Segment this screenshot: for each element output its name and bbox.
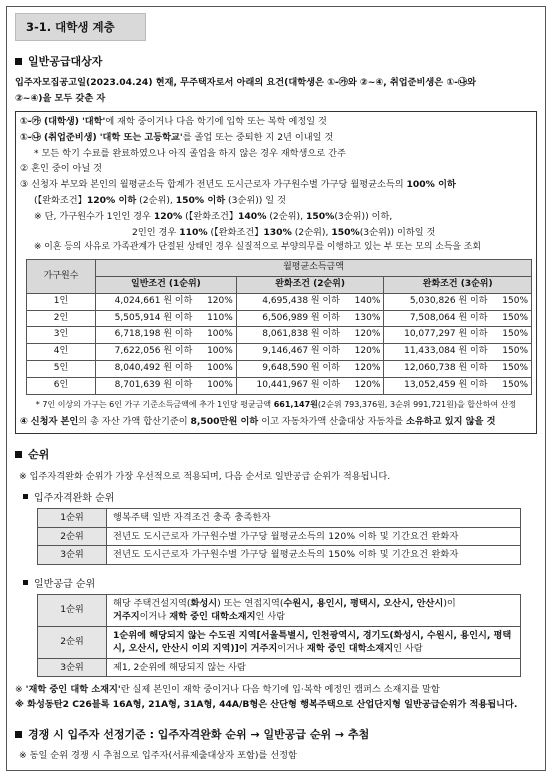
req-keyword: 130% [263,226,292,238]
section-heading: 경쟁 시 입주자 선정기준 : 입주자격완화 순위 → 일반공급 순위 → 추첨 [28,728,370,742]
req-text: (2순위), [139,194,173,206]
req-keyword: 소유하고 있지 않을 것 [406,416,496,428]
table-cell: 120% [198,293,236,310]
table-cell: 150% [493,310,531,327]
req-keyword: 150% [331,226,360,238]
rank-content: 제1, 2순위에 해당되지 않는 사람 [107,658,521,677]
table-cell: 150% [493,344,531,361]
note-keyword: 661,147원 [273,399,318,409]
section-ranking [15,446,537,462]
table-cell: 5,505,914 원 이하 [96,310,199,327]
col-relax2: 완화조건 (2순위) [236,276,384,293]
rank-label: 1순위 [38,594,107,626]
rank-text: 인 사람 [393,643,423,655]
rank-label: 3순위 [38,546,107,565]
document-page [6,6,546,771]
req-keyword: 100% 이하 [406,179,456,191]
table-cell: 120% [346,377,384,394]
req-keyword: 110% [179,226,208,238]
req-text: 이고 자동차가액 산출대상 자동차를 [261,416,404,428]
income-note [20,397,532,413]
req-keyword: '대학 또는 고등학교' [99,131,183,143]
rank-content: 전년도 도시근로자 가구원수별 가구당 월평균소득의 120% 이하 및 기간요건 완화자 [107,527,521,546]
req-label: ①-㉯ (취업준비생) [20,131,97,143]
req-text: (2순위), [269,210,304,222]
table-cell: 10,441,967 원 이하 [236,377,346,394]
square-bullet-icon [15,58,22,65]
table-cell: 120% [346,344,384,361]
table-cell: 100% [198,327,236,344]
subsection-heading: 입주자격완화 순위 [34,493,115,505]
section-heading: 일반공급대상자 [28,55,103,68]
table-cell: 2인 [27,310,96,327]
table-row [27,344,532,361]
table-row [38,509,521,528]
req-unmarried: ② 혼인 중이 아닐 것 [20,163,103,175]
rank-text: 이거나 [277,643,304,655]
rank-keyword: 재학 중인 대학소재지 [306,643,394,655]
small-square-bullet-icon [23,580,28,585]
table-row [27,310,532,327]
req-student [20,114,532,130]
req-text: (3순위)) 이하, [334,210,393,222]
req-keyword: '대학' [81,116,106,127]
foot-text: 란 실제 본인이 재학 중이거나 다음 학기에 입·복학 예정인 캠퍼스 소재지를 말함 [120,684,440,696]
req-keyword: 150% 이하 [175,194,226,206]
subsection-relax-rank [15,489,537,504]
table-row [38,546,521,565]
rank-content: 행복주택 일반 자격조건 충족 충족한자 [107,509,521,528]
table-row [38,658,521,677]
req-label: ①-㉮ (대학생) [20,116,80,127]
req-text: (【완화조건】 [34,194,87,206]
table-row [27,327,532,344]
rank-label: 1순위 [38,509,107,528]
col-household: 가구원수 [27,260,96,294]
table-cell: 150% [493,360,531,377]
table-cell: 150% [493,327,531,344]
small-square-bullet-icon [23,494,28,499]
requirements-box [15,111,537,434]
rank-keyword: 재학 중인 대학소재지 [169,611,256,623]
rank-label: 2순위 [38,626,107,658]
table-cell: 5인 [27,360,96,377]
col-income: 월평균소득금액 [96,260,532,277]
rank-keyword: 1순위에 해당되지 않는 수도권 지역[서울특별시, 인천광역시, 경기도(화성시, 수원시, 용인시, 평택시, 오산시, 안산시 이외 지역)]이 [113,629,512,655]
rank-content [107,626,521,658]
col-relax3: 완화조건 (3순위) [384,276,532,293]
rank-content: 전년도 도시근로자 가구원수별 가구당 월평균소득의 150% 이하 및 기간요건 완화자 [107,546,521,565]
table-row [27,360,532,377]
table-cell: 12,060,738 원 이하 [384,360,494,377]
table-cell: 100% [198,360,236,377]
req-single-household [20,209,532,225]
rank-text: 인 사람 [255,611,286,623]
table-cell: 13,052,459 원 이하 [384,377,494,394]
section-heading: 순위 [28,448,50,462]
table-row [27,293,532,310]
rank-keyword: 수원시, 용인시, 평택시, 오산시, 안산시 [283,597,444,609]
table-row [38,626,521,658]
table-cell: 150% [493,293,531,310]
rank-text: ) 또는 연접지역( [217,597,284,609]
req-text: 를 졸업 또는 중퇴한 지 2년 이내일 것 [182,131,334,143]
req-jobseeker-note: * 모든 학기 수료를 완료하였으나 아직 졸업을 하지 않은 경우 재학생으로 간주 [34,147,346,159]
table-cell: 8,040,492 원 이하 [96,360,199,377]
table-row [27,377,532,394]
table-cell: 4인 [27,344,96,361]
table-cell: 11,433,084 원 이하 [384,344,494,361]
table-cell: 5,030,826 원 이하 [384,293,494,310]
relax-rank-body [38,509,521,565]
square-bullet-icon [15,451,22,458]
req-keyword: 150% [305,210,335,222]
table-cell: 7,508,064 원 이하 [384,310,494,327]
rank-keyword: 거주지 [113,611,140,623]
square-bullet-icon [15,731,22,738]
intro-line-1: 입주자모집공고일(2023.04.24) 현재, 무주택자로서 아래의 요건(대학생은 ①-㉮와 ②~④, 취업준비생은 ①-㉯와 [15,77,476,88]
intro-line-2: ②~④)을 모두 갖춘 자 [15,93,106,104]
note-text: (2순위 793,376원, 3순위 991,721원)을 합산하여 산정 [317,399,517,409]
rank-content [107,594,521,626]
section-selection [15,726,537,742]
rank-label: 2순위 [38,527,107,546]
intro-paragraph [15,75,537,107]
rank-label: 3순위 [38,658,107,677]
subsection-general-rank [15,575,537,590]
req-keyword: 140% [238,210,267,222]
general-rank-table [37,594,521,678]
table-cell: 3인 [27,327,96,344]
req-label: ④ [20,416,28,428]
req-keyword: 120% [153,210,183,222]
req-asset [20,414,532,430]
req-text: 의 총 자산 가액 합산기준이 [78,416,188,428]
relax-rank-table [37,508,521,565]
table-cell: 6인 [27,377,96,394]
footnote-campus [15,682,537,697]
req-text: ※ 단, 가구원수가 1인인 경우 [34,210,151,222]
footnotes [15,682,537,712]
foot-keyword: '재학 중인 대학 소재지' [25,684,121,696]
table-cell: 9,146,467 원 이하 [236,344,346,361]
req-keyword: 8,500만원 이하 [190,416,259,428]
table-cell: 7,622,056 원 이하 [96,344,199,361]
table-cell: 120% [346,327,384,344]
footnote-industrial: ※ 화성동탄2 C26블록 16A형, 21A형, 31A형, 44A/B형은 산단형 행복주택으로 산업단지형 일반공급순위가 적용됩니다. [15,699,518,711]
req-text: ③ 신청자 부모와 본인의 월평균소득 합계가 전년도 도시근로자 가구원수별 가구당 월평균소득의 [20,179,404,191]
req-divorce-note: ※ 이혼 등의 사유로 가족관계가 단절된 상태인 경우 실질적으로 부양의무를 이행하고 있는 부 또는 모의 소득을 조회 [34,242,481,253]
rank-note: ※ 입주자격완화 순위가 가장 우선적으로 적용되며, 다음 순서로 일반공급 순위가 적용됩니다. [19,471,391,483]
req-text: (3순위)) 일 것 [228,194,286,206]
rank-keyword: 거주지 [250,643,278,655]
income-table-body [27,293,532,394]
table-cell: 10,077,297 원 이하 [384,327,494,344]
subsection-heading: 일반공급 순위 [34,578,96,590]
req-keyword: 120% 이하 [86,194,137,206]
req-income [20,177,532,193]
req-text: 2인인 경우 [132,226,177,238]
req-text: (3순위)) 이하일 것 [359,226,436,238]
table-cell: 120% [346,360,384,377]
table-cell: 6,506,989 원 이하 [236,310,346,327]
section-general-supply [15,53,537,69]
final-note: ※ 동일 순위 경쟁 시 추첨으로 입주자(서류제출대상자 포함)를 선정함 [19,750,297,762]
req-text: (【완화조건】 [185,210,239,222]
rank-keyword: 화성시 [190,597,218,609]
note-text: * 7인 이상의 가구는 6인 가구 기준소득금액에 추가 1인당 평균금액 [35,399,272,409]
col-basic: 일반조건 (1순위) [96,276,237,293]
table-cell: 9,648,590 원 이하 [236,360,346,377]
foot-mark: ※ [15,684,23,696]
income-table [26,259,532,394]
table-cell: 4,695,438 원 이하 [236,293,346,310]
req-jobseeker [20,130,532,146]
req-text: (2순위), [294,226,329,238]
table-cell: 130% [346,310,384,327]
req-text: (【완화조건】 [210,226,264,238]
table-row [38,594,521,626]
table-cell: 6,718,198 원 이하 [96,327,199,344]
table-cell: 8,701,639 원 이하 [96,377,199,394]
page-title: 3-1. 대학생 계층 [15,13,146,41]
table-cell: 150% [493,377,531,394]
table-cell: 110% [198,310,236,327]
rank-text: )이 [443,597,456,609]
rank-text: 이거나 [139,611,167,623]
table-cell: 100% [198,377,236,394]
table-cell: 4,024,661 원 이하 [96,293,199,310]
table-row [38,527,521,546]
table-cell: 8,061,838 원 이하 [236,327,346,344]
rank-text: 해당 주택건설지역( [113,597,191,609]
table-cell: 100% [198,344,236,361]
req-keyword: 신청자 본인 [30,416,79,428]
req-two-household [20,225,532,241]
req-text: 에 재학 중이거나 다음 학기에 입학 또는 복학 예정일 것 [105,116,327,127]
req-income-relax [20,193,532,209]
table-cell: 140% [346,293,384,310]
table-cell: 1인 [27,293,96,310]
